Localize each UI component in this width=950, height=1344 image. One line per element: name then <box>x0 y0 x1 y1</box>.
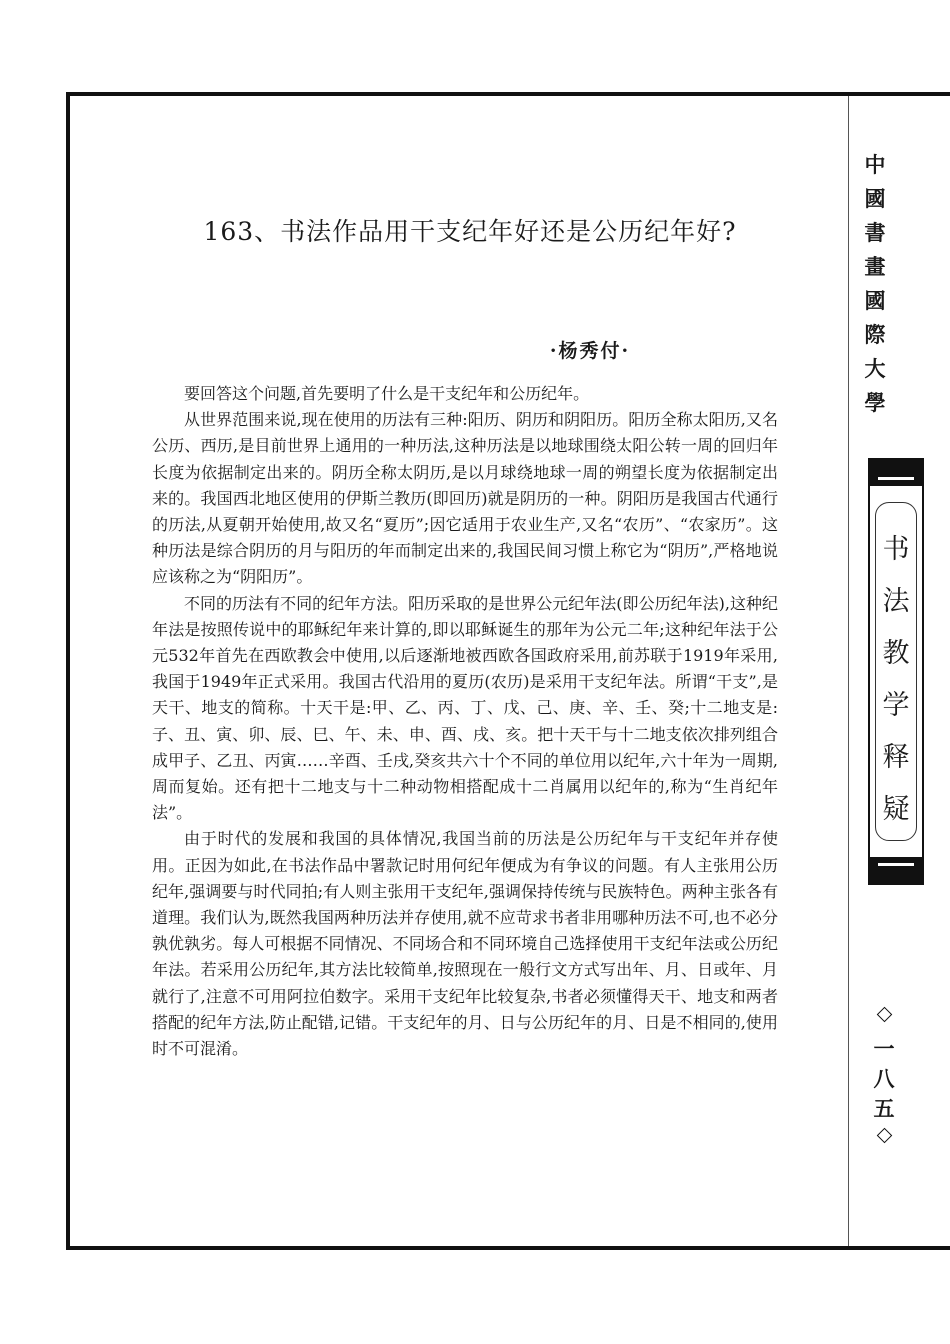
author-byline: ·杨秀付· <box>549 340 631 362</box>
page-number-char: 一 <box>873 1036 895 1061</box>
book-banner-bottom <box>868 857 924 885</box>
series-title-char: 際 <box>864 322 886 347</box>
book-title <box>868 524 924 836</box>
page-number-char: 八 <box>873 1066 895 1091</box>
paragraph: 要回答这个问题,首先要明了什么是干支纪年和公历纪年。 <box>184 384 590 403</box>
series-title-char: 畫 <box>864 254 886 279</box>
diamond-icon <box>862 1124 906 1155</box>
book-banner-top <box>868 458 924 486</box>
book-title-char: 疑 <box>882 794 910 825</box>
paragraph: 不同的历法有不同的纪年方法。阳历采取的是世界公元纪年法(即公历纪年法),这种纪年法是按照传说中的耶稣纪年来计算的,即以耶稣诞生的那年为公元二年;这种纪年法于公元532年首先在西欧教会中使用,以后逐渐地被西欧各国政府采用,前苏联于1919年采用,我国于1949年正式采用。我国古代沿用的夏历(农历)是采用干支纪年法。所谓“干支”,是天干、地支的简称。十天干是:甲、乙、丙、丁、戊、己、庚、辛、壬、癸;十二地支是:子、丑、寅、卯、辰、巳、午、未、申、酉、戌、亥。把十天干与十二地支依次排列组合成甲子、乙丑、丙寅……辛酉、壬戌,癸亥共六十个不同的单位用以纪年,六十年为一周期,周而复始。还有把十二地支与十二种动物相搭配成十二肖属用以纪年的,称为“生肖纪年法”。 <box>152 593 778 823</box>
article-body <box>152 381 778 1062</box>
paragraph: 从世界范围来说,现在使用的历法有三种:阳历、阴历和阴阳历。阳历全称太阳历,又名公历、西历,是目前世界上通用的一种历法,这种历法是以地球围绕太阳公转一周的回归年长度为依据制定出来的。阴历全称太阴历,是以月球绕地球一周的朔望长度为依据制定出来的。我国西北地区使用的伊斯兰教历(即回历)就是阴历的一种。阴阳历是我国古代通行的历法,从夏朝开始使用,故又名“夏历”;因它适用于农业生产,又名“农历”、“农家历”。这种历法是综合阴历的月与阳历的年而制定出来的,我国民间习惯上称它为“阴历”,严格地说应该称之为“阴阳历”。 <box>152 410 778 587</box>
series-title-char: 書 <box>864 220 886 245</box>
book-title-char: 书 <box>882 534 910 565</box>
book-title-char: 法 <box>882 586 910 617</box>
series-title-char: 國 <box>864 288 886 313</box>
series-title-char: 國 <box>864 186 886 211</box>
page-number <box>862 1003 906 1155</box>
book-title-char: 释 <box>882 742 910 773</box>
book-title-char: 教 <box>882 638 910 669</box>
series-title-char: 學 <box>864 390 886 415</box>
series-title-char: 中 <box>864 152 886 177</box>
paragraph: 由于时代的发展和我国的具体情况,我国当前的历法是公历纪年与干支纪年并存使用。正因为如此,在书法作品中署款记时用何纪年便成为有争议的问题。有人主张用公历纪年,强调要与时代同拍;有人则主张用干支纪年,强调保持传统与民族特色。两种主张各有道理。我们认为,既然我国两种历法并存使用,就不应苛求书者非用哪种历法不可,也不必分孰优孰劣。每人可根据不同情况、不同场合和不同环境自己选择使用干支纪年法或公历纪年法。若采用公历纪年,其方法比较简单,按照现在一般行文方式写出年、月、日或年、月就行了,注意不可用阿拉伯数字。采用干支纪年比较复杂,书者必须懂得天干、地支和两者搭配的纪年方法,防止配错,记错。干支纪年的月、日与公历纪年的月、日是不相同的,使用时不可混淆。 <box>152 829 778 1059</box>
side-divider <box>848 96 849 1246</box>
diamond-icon <box>862 1003 906 1034</box>
page-number-char: 五 <box>873 1096 895 1121</box>
series-title <box>858 148 892 420</box>
series-title-char: 大 <box>864 356 886 381</box>
article-title: 163、书法作品用干支纪年好还是公历纪年好? <box>203 217 737 246</box>
book-title-char: 学 <box>882 690 910 721</box>
